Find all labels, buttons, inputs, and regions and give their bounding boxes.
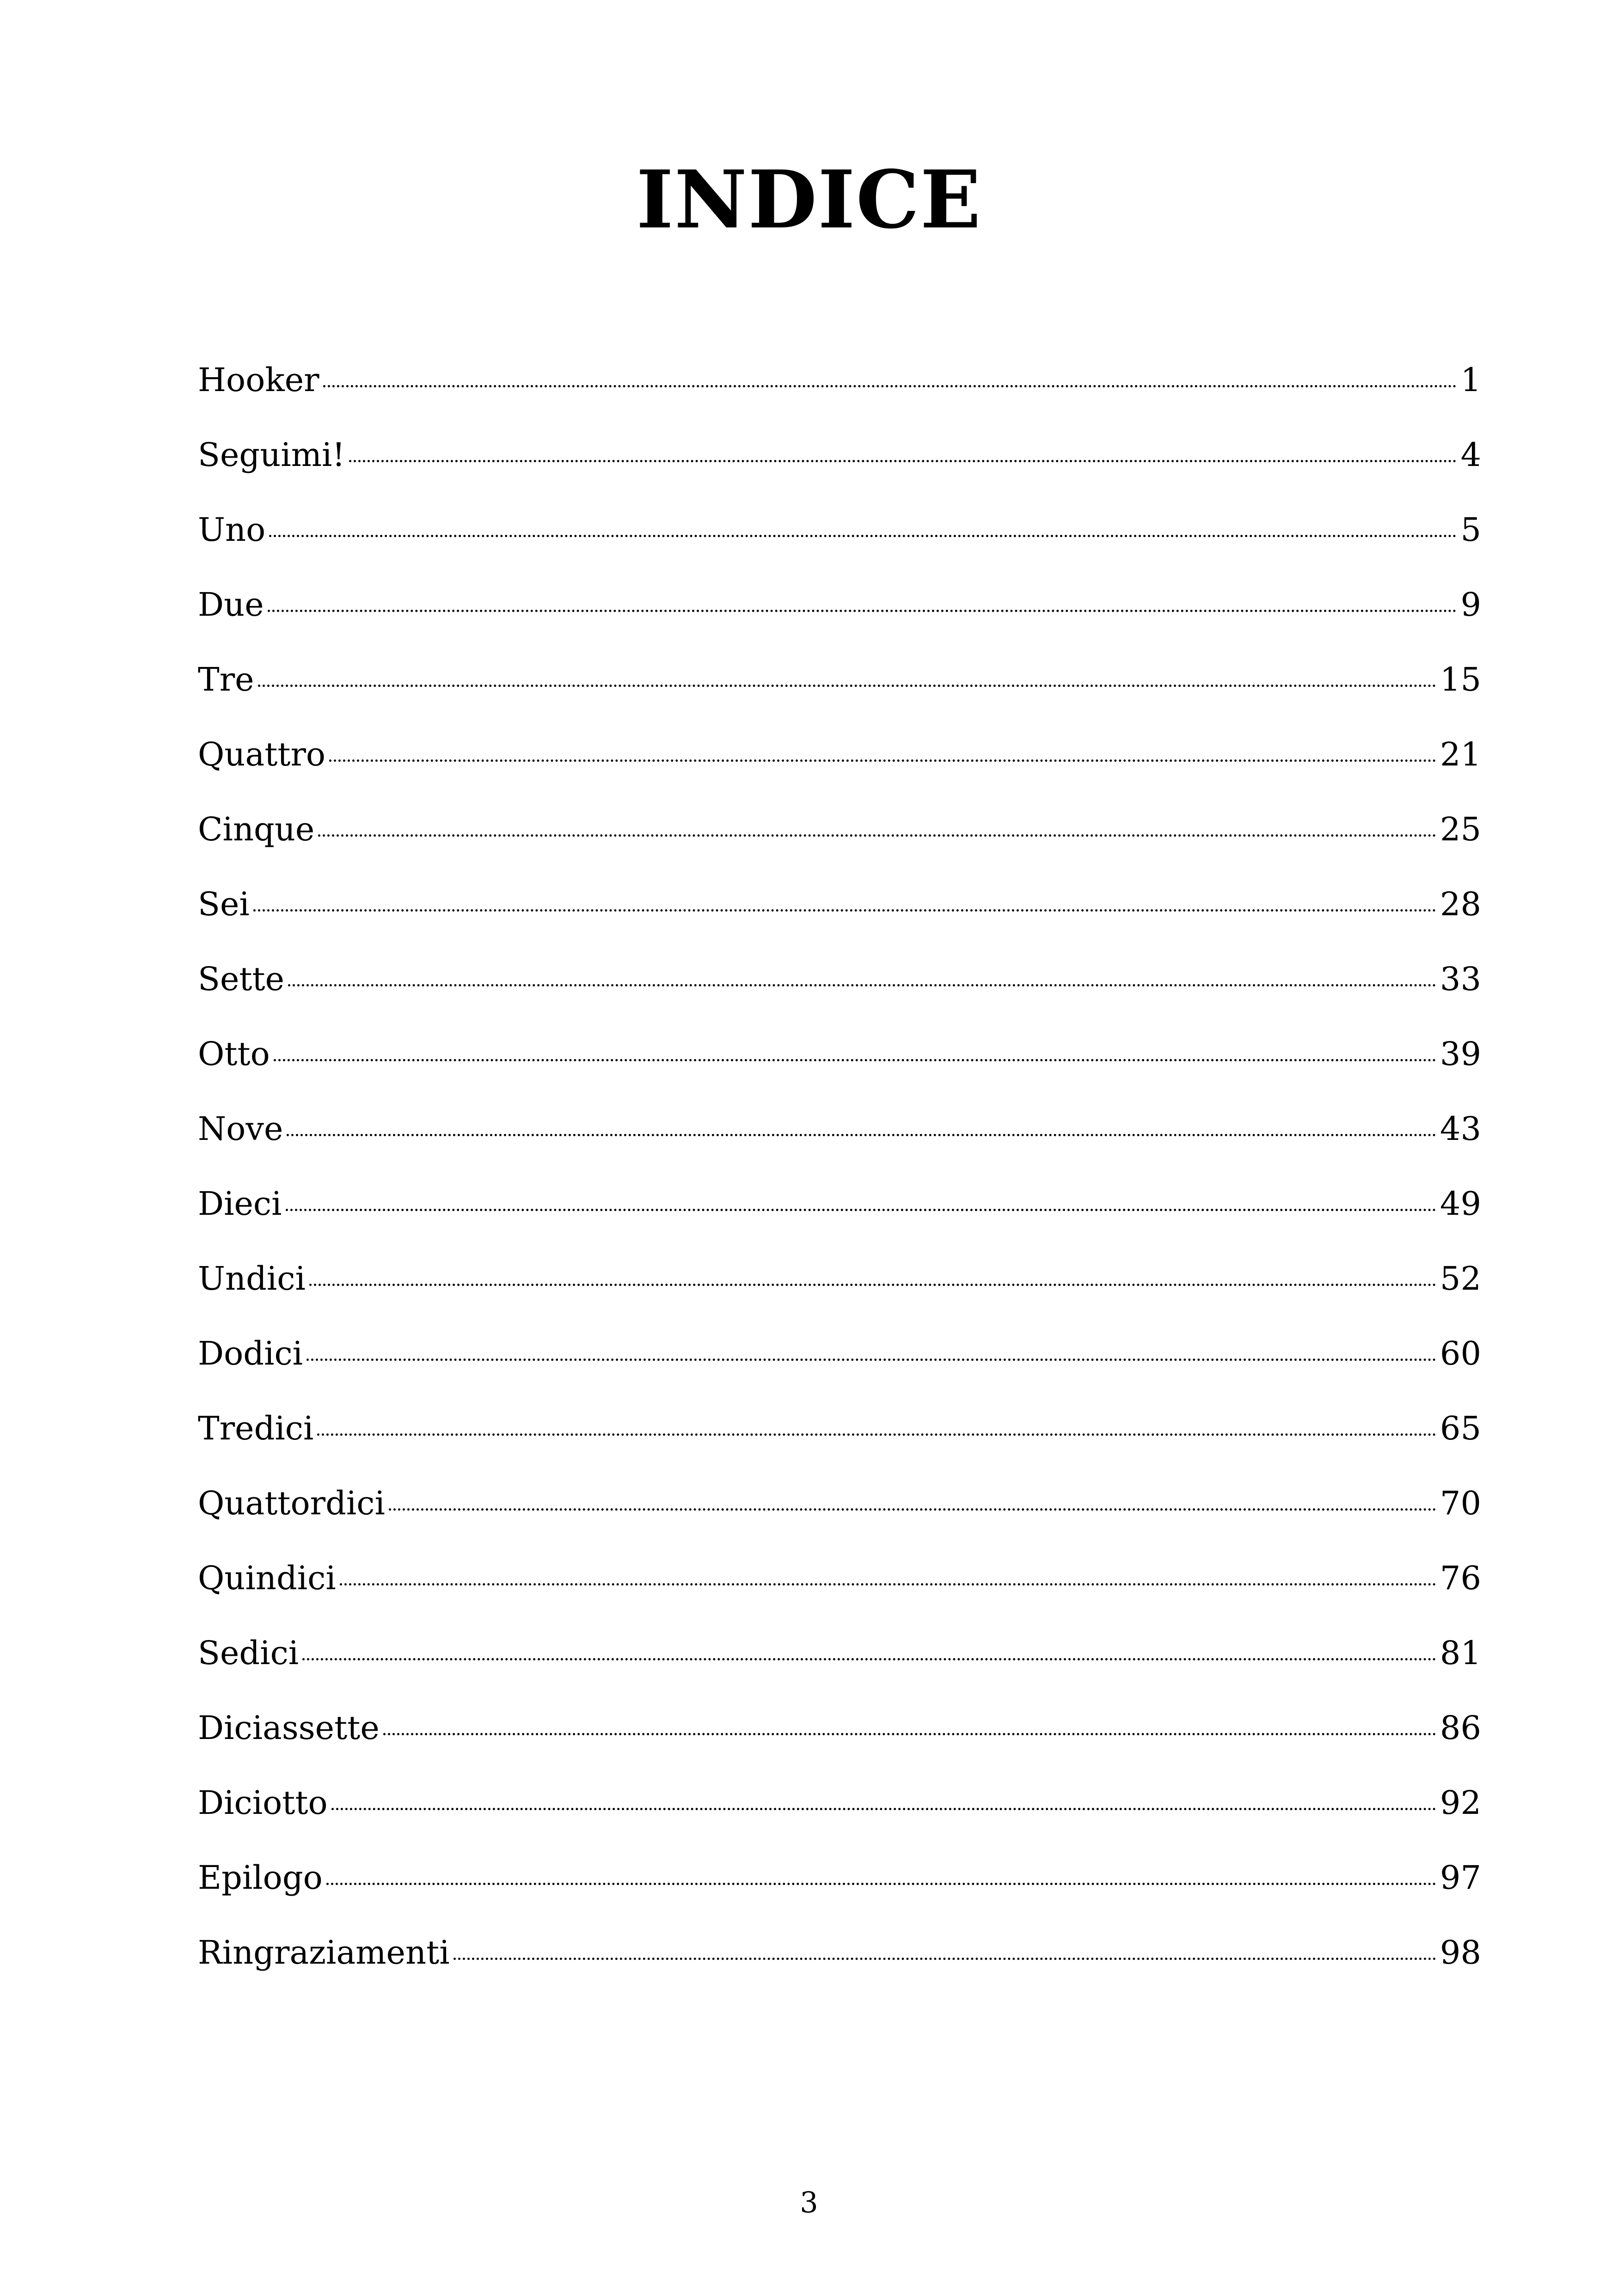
toc-entry-page: 76: [1440, 1559, 1481, 1597]
toc-entry-title: Ringraziamenti: [198, 1934, 450, 1971]
toc-entry-page: 21: [1440, 735, 1481, 773]
toc-entry[interactable]: [198, 1920, 1481, 1995]
toc-entry[interactable]: [198, 1396, 1481, 1471]
toc-entry-page: 5: [1460, 511, 1481, 549]
toc-entry-page: 98: [1440, 1934, 1481, 1971]
toc-dot-leader: [323, 385, 1457, 387]
toc-entry[interactable]: [198, 348, 1481, 422]
toc-entry[interactable]: [198, 1246, 1481, 1321]
toc-entry-page: 81: [1440, 1634, 1481, 1672]
toc-entry-title: Uno: [198, 511, 266, 549]
toc-entry-page: 33: [1440, 960, 1481, 998]
toc-dot-leader: [326, 1883, 1436, 1885]
toc-entry-title: Cinque: [198, 810, 315, 848]
toc-entry-page: 25: [1440, 810, 1481, 848]
toc-entry-page: 15: [1440, 661, 1481, 698]
toc-dot-leader: [318, 834, 1436, 837]
toc-entry-page: 1: [1460, 361, 1481, 399]
toc-dot-leader: [268, 610, 1457, 612]
toc-entry[interactable]: [198, 422, 1481, 497]
page-number: 3: [800, 2186, 818, 2219]
toc-entry-title: Due: [198, 586, 264, 624]
toc-dot-leader: [340, 1583, 1436, 1586]
toc-entry[interactable]: [198, 797, 1481, 872]
toc-entry-page: 92: [1440, 1784, 1481, 1822]
toc-dot-leader: [253, 909, 1436, 912]
toc-entry[interactable]: [198, 1770, 1481, 1845]
toc-entry-page: 52: [1440, 1260, 1481, 1298]
toc-entry[interactable]: [198, 947, 1481, 1022]
toc-entry[interactable]: [198, 497, 1481, 572]
toc-entry-page: 97: [1440, 1859, 1481, 1897]
toc-dot-leader: [309, 1284, 1436, 1286]
toc-dot-leader: [331, 1808, 1436, 1810]
toc-dot-leader: [274, 1059, 1436, 1061]
toc-entry-title: Dodici: [198, 1335, 303, 1372]
toc-entry[interactable]: [198, 1845, 1481, 1920]
toc-entry[interactable]: [198, 647, 1481, 722]
toc-entry-title: Quattro: [198, 735, 326, 773]
toc-entry[interactable]: [198, 1621, 1481, 1696]
toc-entry[interactable]: [198, 1096, 1481, 1171]
toc-entry-title: Nove: [198, 1110, 283, 1148]
toc-entry-title: Sei: [198, 885, 250, 923]
toc-entry[interactable]: [198, 1471, 1481, 1546]
toc-entry-title: Diciotto: [198, 1784, 328, 1822]
toc-entry-title: Quattordici: [198, 1484, 385, 1522]
toc-entry-page: 49: [1440, 1185, 1481, 1223]
toc-entry[interactable]: [198, 572, 1481, 647]
toc-entry-title: Hooker: [198, 361, 319, 399]
toc-dot-leader: [258, 685, 1436, 687]
toc-dot-leader: [349, 460, 1457, 462]
toc-entry-page: 4: [1460, 436, 1481, 474]
toc-entry-page: 43: [1440, 1110, 1481, 1148]
toc-entry[interactable]: [198, 872, 1481, 947]
toc-entry-page: 70: [1440, 1484, 1481, 1522]
toc-entry[interactable]: [198, 1546, 1481, 1621]
toc-entry[interactable]: [198, 1321, 1481, 1396]
toc-entry-page: 28: [1440, 885, 1481, 923]
toc-entry-title: Diciassette: [198, 1709, 380, 1747]
toc-entry-title: Undici: [198, 1260, 306, 1298]
toc-dot-leader: [287, 1134, 1436, 1136]
toc-entry-title: Sette: [198, 960, 285, 998]
toc-dot-leader: [288, 984, 1436, 986]
toc-entry-title: Sedici: [198, 1634, 299, 1672]
toc-dot-leader: [389, 1508, 1436, 1511]
toc-entry[interactable]: [198, 1696, 1481, 1770]
toc-entry[interactable]: [198, 1022, 1481, 1096]
toc-entry-title: Tredici: [198, 1409, 314, 1447]
toc-dot-leader: [329, 759, 1436, 762]
page-title: INDICE: [636, 153, 982, 246]
toc-dot-leader: [383, 1733, 1436, 1735]
toc-entry-page: 39: [1440, 1035, 1481, 1073]
toc-entry-title: Otto: [198, 1035, 270, 1073]
toc-dot-leader: [302, 1658, 1436, 1660]
toc-entry[interactable]: [198, 1171, 1481, 1246]
toc-entry-title: Quindici: [198, 1559, 336, 1597]
toc-dot-leader: [454, 1958, 1436, 1960]
table-of-contents: [198, 348, 1481, 1995]
toc-entry-page: 60: [1440, 1335, 1481, 1372]
toc-entry-page: 9: [1460, 586, 1481, 624]
toc-entry-title: Seguimi!: [198, 436, 345, 474]
toc-entry-page: 86: [1440, 1709, 1481, 1747]
toc-entry-title: Tre: [198, 661, 254, 698]
toc-entry-title: Dieci: [198, 1185, 282, 1223]
toc-dot-leader: [269, 535, 1457, 537]
toc-dot-leader: [286, 1209, 1436, 1211]
toc-entry[interactable]: [198, 722, 1481, 797]
toc-dot-leader: [306, 1359, 1436, 1361]
toc-dot-leader: [317, 1433, 1436, 1436]
toc-entry-title: Epilogo: [198, 1859, 323, 1897]
toc-entry-page: 65: [1440, 1409, 1481, 1447]
